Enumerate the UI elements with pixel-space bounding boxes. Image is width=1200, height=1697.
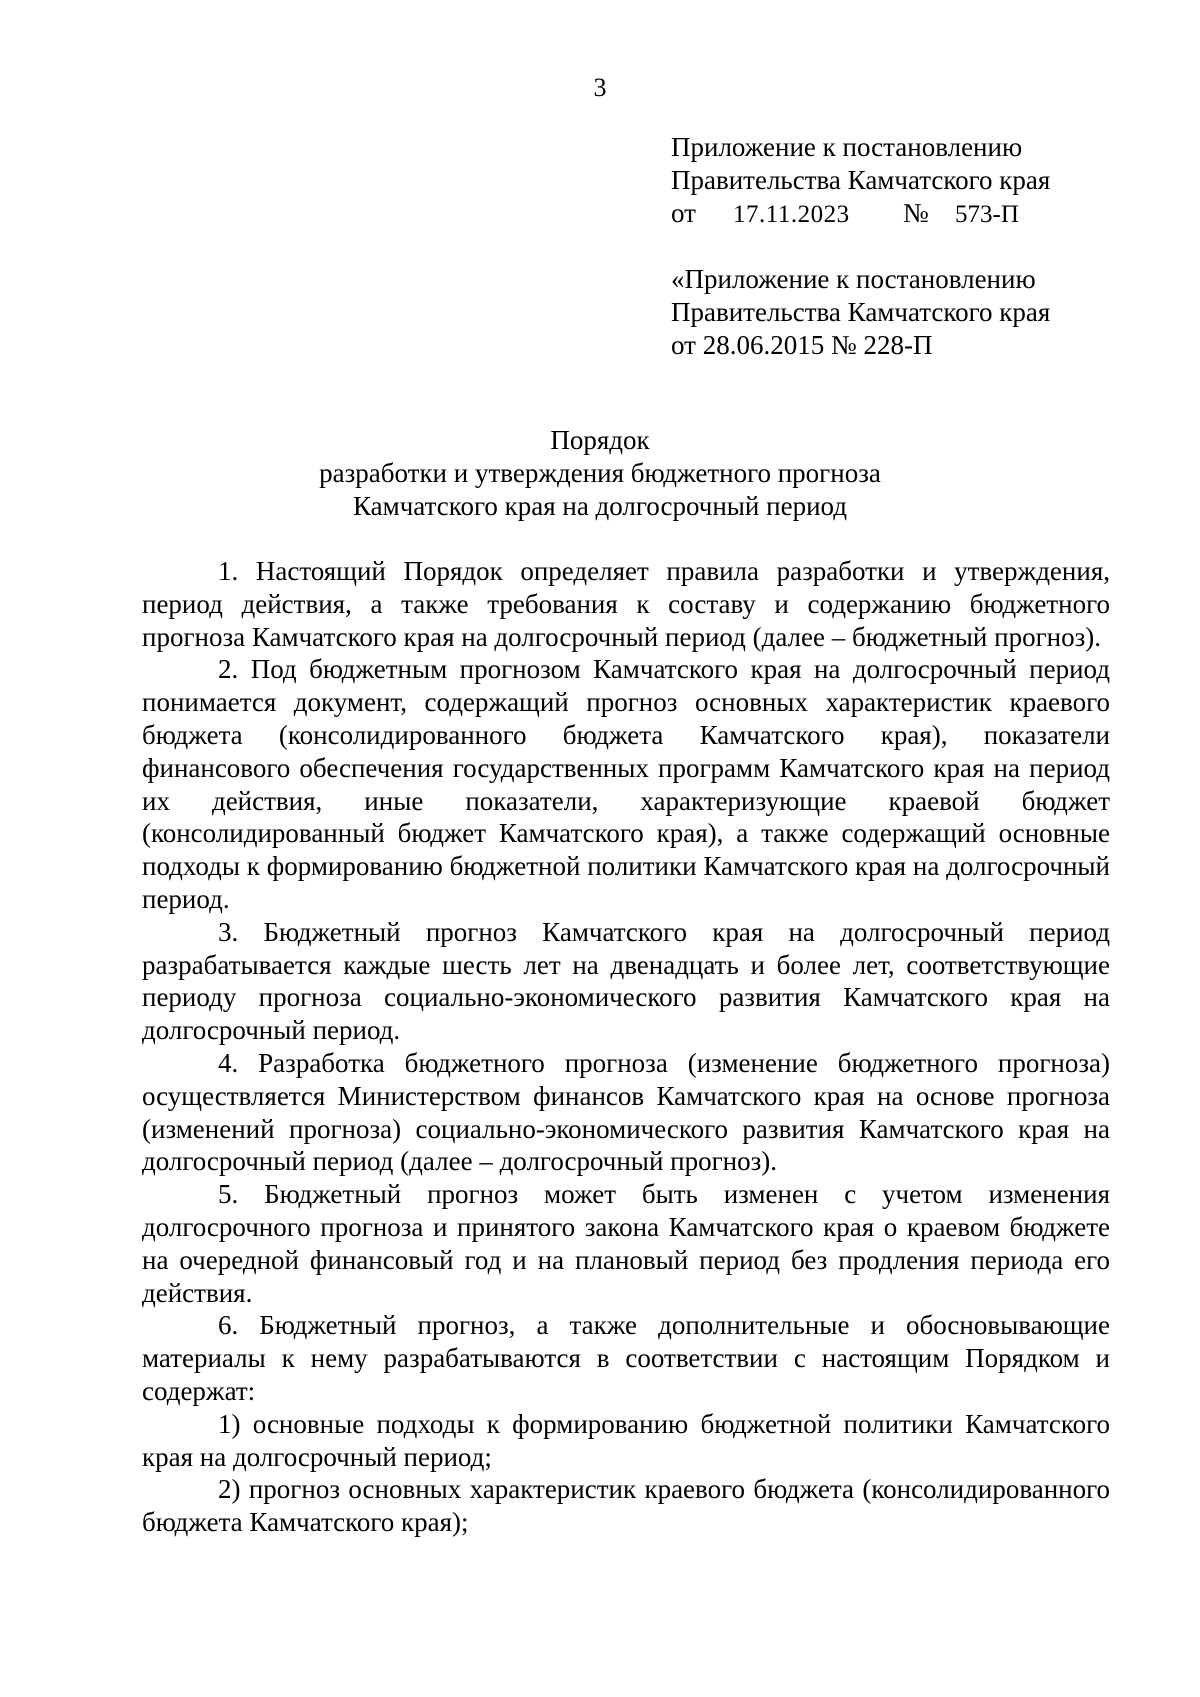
appendix-header-current (671, 131, 1050, 231)
appendix-line: Правительства Камчатского края (671, 165, 1051, 195)
paragraph-6: 6. Бюджетный прогноз, а также дополнительные и обосновывающие материалы к нему разрабатываются в соответствии с настоящим Порядком и содержат: (142, 1310, 1110, 1406)
decree-date: 17.11.2023 (733, 201, 850, 228)
paragraph-3: 3. Бюджетный прогноз Камчатского края на долгосрочный период разрабатывается каждые шесть лет на двенадцать и более лет, соответствующие периоду прогноза социально-экономического развития Камчатского края на долгосрочный период. (142, 916, 1110, 1046)
date-prefix: от (671, 198, 696, 228)
paragraph-2: 2. Под бюджетным прогнозом Камчатского края на долгосрочный период понимается документ, содержащий прогноз основных характеристик краевого бюджета (консолидированного бюджета Камчатского края), показатели финансового обеспечения государственных программ Камчатского края на период их действия, иные показатели, характеризующие краевой бюджет (консолидированный бюджет Камчатского края), а также содержащий основные подходы к формированию бюджетной политики Камчатского края на долгосрочный период. (142, 654, 1110, 914)
page-number: 3 (593, 73, 607, 102)
title-line: Камчатского края на долгосрочный период (353, 491, 847, 521)
appendix-line: «Приложение к постановлению (671, 264, 1036, 294)
number-sign: № (903, 198, 929, 228)
decree-number: 573-П (955, 201, 1019, 228)
appendix-line: от 28.06.2015 № 228-П (671, 330, 933, 360)
title-line: разработки и утверждения бюджетного прогноза (319, 458, 881, 488)
appendix-line: Приложение к постановлению (671, 132, 1023, 162)
paragraph-5: 5. Бюджетный прогноз может быть изменен с учетом изменения долгосрочного прогноза и принятого закона Камчатского края о краевом бюджете на очередной финансовый год и на плановый период без продления периода его действия. (142, 1179, 1110, 1308)
document-title (0, 424, 1200, 523)
document-body (142, 555, 1110, 1539)
paragraph-4: 4. Разработка бюджетного прогноза (изменение бюджетного прогноза) осуществляется Министерством финансов Камчатского края на основе прогноза (изменений прогноза) социально-экономического развития Камчатского края на долгосрочный период (далее – долгосрочный прогноз). (142, 1047, 1110, 1177)
appendix-header-previous (671, 263, 1050, 362)
title-line: Порядок (550, 425, 650, 455)
paragraph-1: 1. Настоящий Порядок определяет правила разработки и утверждения, период действия, а также требования к составу и содержанию бюджетного прогноза Камчатского края на долгосрочный период (далее – бюджетный прогноз). (142, 556, 1110, 652)
list-item-2: 2) прогноз основных характеристик краевого бюджета (консолидированного бюджета Камчатского края); (142, 1474, 1110, 1538)
appendix-line: Правительства Камчатского края (671, 297, 1051, 327)
appendix-date-line (671, 197, 1050, 231)
list-item-1: 1) основные подходы к формированию бюджетной политики Камчатского края на долгосрочный период; (142, 1408, 1110, 1472)
